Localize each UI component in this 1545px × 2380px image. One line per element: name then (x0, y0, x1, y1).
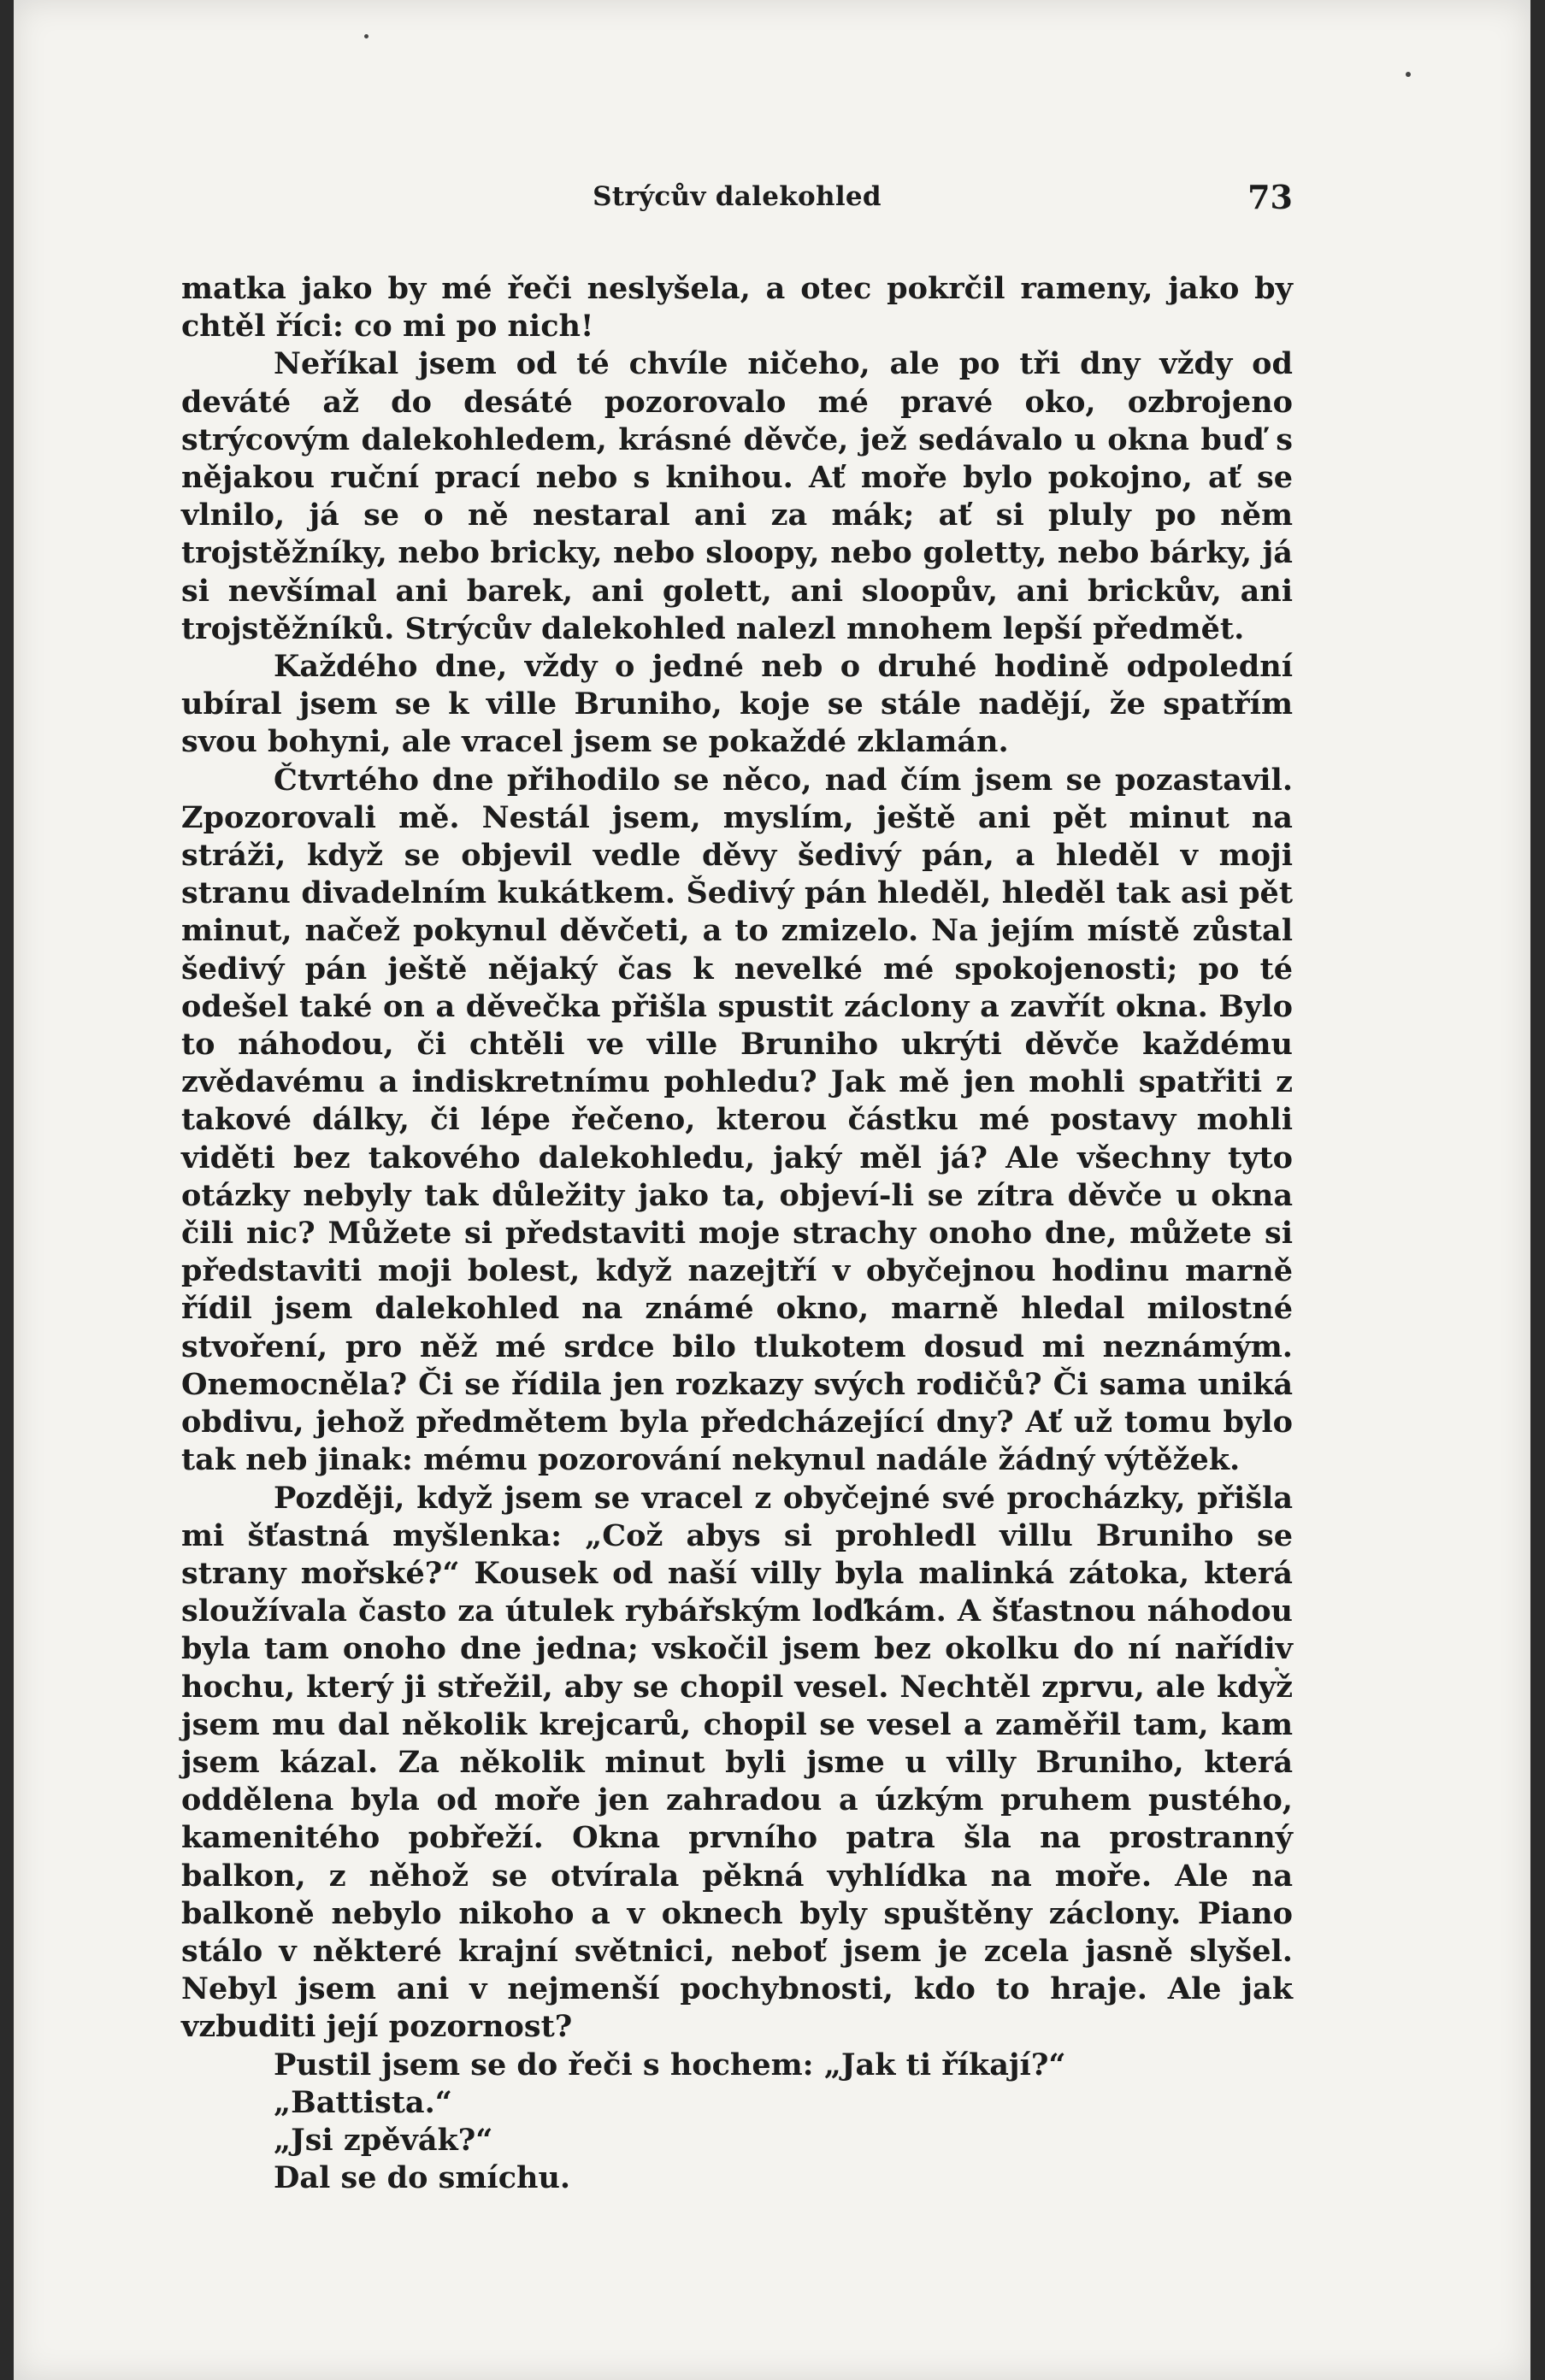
paragraph: Neříkal jsem od té chvíle ničeho, ale po tři dny vždy od deváté až do desáté pozorovalo mé pravé oko, ozbrojeno strýcovým dalekohledem, krásné děvče, jež sedávalo u okna buď s nějakou ruční prací nebo s knihou. Ať moře bylo pokojno, ať se vlnilo, já se o ně nestaral ani za mák; ať si pluly po něm trojstěžníky, nebo bricky, nebo sloopy, nebo goletty, nebo bárky, já si nevšímal ani barek, ani golett, ani sloopův, ani brickův, ani trojstěžníků. Strýcův dalekohled nalezl mnohem lepší předmět. (181, 346, 1293, 646)
paragraph: Čtvrtého dne přihodilo se něco, nad čím jsem se pozastavil. Zpozorovali mě. Nestál jsem, myslím, ještě ani pět minut na stráži, když se objevil vedle děvy šedivý pán, a hleděl v moji stranu divadelním kukátkem. Šedivý pán hleděl, hleděl tak asi pět minut, načež pokynul děvčeti, a to zmizelo. Na jejím místě zůstal šedivý pán ještě nějaký čas k nevelké mé spokojenosti; po té odešel také on a děvečka přišla spustit záclony a zavřít okna. Bylo to náhodou, či chtěli ve ville Bruniho ukrýti děvče každému zvědavému a indiskretnímu pohledu? Jak mě jen mohli spatřiti z takové dálky, či lépe řečeno, kterou částku mé postavy mohli viděti bez takového dalekohledu, jaký měl já? Ale všechny tyto otázky nebyly tak důležity jako ta, objeví-li se zítra děvče u okna čili nic? Můžete si představiti moje strachy onoho dne, můžete si představiti moji bolest, když nazejtří v obyčejnou hodinu marně řídil jsem dalekohled na známé okno, marně hledal milostné stvoření, pro něž mé srdce bilo tlukotem dosud mi neznámým. Onemocněla? Či se řídila jen rozkazy svých rodičů? Či sama uniká obdivu, jehož předmětem byla předcházející dny? Ať už tomu bylo tak neb jinak: mému pozorování nekynul nadále žádný výtěžek. (181, 762, 1293, 1478)
paragraph: Dal se do smíchu. (274, 2160, 571, 2196)
dialogue-line: „Jsi zpěvák?“ (274, 2122, 493, 2158)
page-number: 73 (1247, 178, 1293, 216)
dialogue-line: Pustil jsem se do řeči s hochem: „Jak ti říkají?“ (274, 2047, 1066, 2082)
paragraph: Později, když jsem se vracel z obyčejné své procházky, přišla mi šťastná myšlenka: „Což abys si prohledl villu Bruniho se strany mořské?“ Kousek od naší villy byla malinká zátoka, která sloužívala často za útulek rybářským loďkám. A šťastnou náhodou byla tam onoho dne jedna; vskočil jsem bez okolku do ní nařídiv hochu, který ji střežil, aby se chopil vesel. Nechtěl zprvu, ale když jsem mu dal několik krejcarů, chopil se vesel a zaměřil tam, kam jsem kázal. Za několik minut byli jsme u villy Bruniho, která oddělena byla od moře jen zahradou a úzkým pruhem pustého, kamenitého pobřeží. Okna prvního patra šla na prostranný balkon, z něhož se otvírala pěkná vyhlídka na moře. Ale na balkoně nebylo nikoho a v oknech byly spuštěny záclony. Piano stálo v některé krajní světnici, neboť jsem je zcela jasně slyšel. Nebyl jsem ani v nejmenší pochybnosti, kdo to hraje. Ale jak vzbuditi její pozornost? (181, 1480, 1293, 2045)
dialogue-line: „Battista.“ (274, 2084, 452, 2120)
body-text (181, 270, 1293, 2197)
running-header (181, 178, 1293, 229)
running-title: Strýcův dalekohled (593, 181, 882, 212)
page-content (181, 178, 1293, 2197)
paragraph: Každého dne, vždy o jedné neb o druhé hodině odpolední ubíral jsem se k ville Bruniho, koje se stále nadějí, že spatřím svou bohyni, ale vracel jsem se pokaždé zklamán. (181, 649, 1293, 760)
paper-speck (1406, 72, 1411, 77)
paragraph: matka jako by mé řeči neslyšela, a otec pokrčil rameny, jako by chtěl říci: co mi po nich! (181, 271, 1293, 345)
scanned-book-page (14, 0, 1530, 2380)
paper-speck (364, 34, 369, 38)
